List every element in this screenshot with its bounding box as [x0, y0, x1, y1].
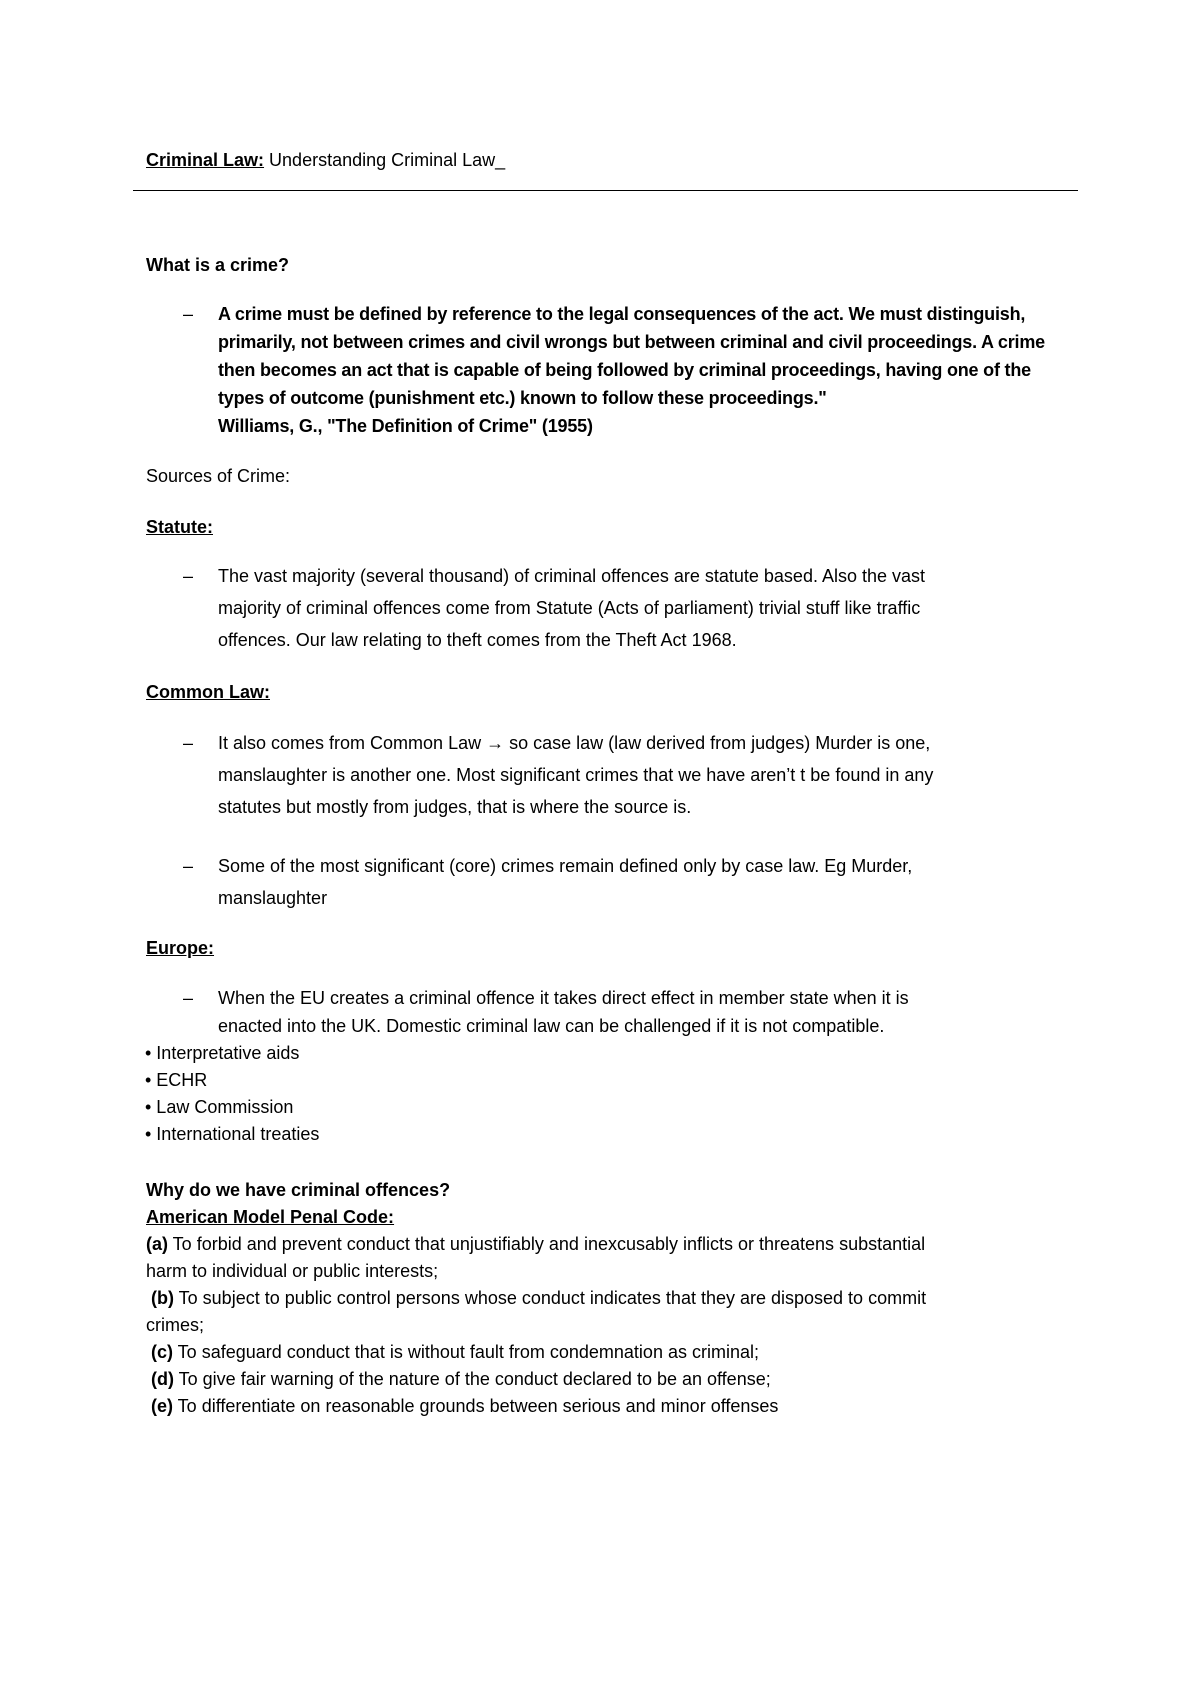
clause-text: To safeguard conduct that is without fault from condemnation as criminal; [173, 1342, 759, 1362]
header-title: Understanding Criminal Law [269, 150, 496, 170]
dash-bullet: – [183, 856, 194, 876]
clause-e [151, 1396, 778, 1417]
header-label: Criminal Law: [146, 150, 265, 170]
section-heading-what-is-crime: What is a crime? [146, 255, 290, 275]
clause-label: (b) [151, 1288, 174, 1308]
dash-bullet: – [183, 566, 194, 586]
dash-bullet: – [183, 304, 194, 324]
clause-b-continuation: crimes; [146, 1315, 204, 1335]
section-heading-sources: Sources of Crime: [146, 466, 291, 486]
list-item: • Interpretative aids [145, 1043, 300, 1063]
clause-c [151, 1342, 759, 1363]
quote-line: types of outcome (punishment etc.) known to follow these proceedings." [218, 388, 827, 408]
clause-label: (c) [151, 1342, 173, 1362]
clause-a-continuation: harm to individual or public interests; [146, 1261, 439, 1281]
subheading-model-penal-code: American Model Penal Code: [146, 1207, 395, 1227]
common-law-line: manslaughter is another one. Most significant crimes that we have aren’t t be found in any [218, 765, 934, 785]
common-law-line: It also comes from Common Law → so case law (law derived from judges) Murder is one, [218, 733, 931, 753]
common-law-line: Some of the most significant (core) crimes remain defined only by case law. Eg Murder, [218, 856, 913, 876]
clause-d [151, 1369, 771, 1390]
section-heading-common-law: Common Law: [146, 682, 270, 702]
list-item: • Law Commission [145, 1097, 294, 1117]
europe-line: When the EU creates a criminal offence it takes direct effect in member state when it is [218, 988, 909, 1008]
dash-bullet: – [183, 988, 194, 1008]
clause-a [146, 1234, 925, 1255]
clause-label: (e) [151, 1396, 173, 1416]
quote-line: A crime must be defined by reference to the legal consequences of the act. We must distinguish, [218, 304, 1026, 324]
statute-line: majority of criminal offences come from Statute (Acts of parliament) trivial stuff like traffic [218, 598, 921, 618]
section-heading-why: Why do we have criminal offences? [146, 1180, 451, 1200]
header-title-tail: _ [495, 150, 506, 170]
clause-b [151, 1288, 926, 1309]
clause-text: To forbid and prevent conduct that unjustifiably and inexcusably inflicts or threatens substantial [168, 1234, 926, 1254]
clause-text: To subject to public control persons whose conduct indicates that they are disposed to commit [173, 1288, 927, 1308]
common-law-line: statutes but mostly from judges, that is where the source is. [218, 797, 692, 817]
clause-text: To give fair warning of the nature of the conduct declared to be an offense; [173, 1369, 771, 1389]
dash-bullet: – [183, 733, 194, 753]
clause-text: To differentiate on reasonable grounds between serious and minor offenses [173, 1396, 779, 1416]
header-divider [133, 190, 1078, 191]
statute-line: The vast majority (several thousand) of criminal offences are statute based. Also the vast [218, 566, 926, 586]
section-heading-europe: Europe: [146, 938, 215, 958]
quote-line: primarily, not between crimes and civil wrongs but between criminal and civil proceedings. A crime [218, 332, 1045, 352]
quote-line: then becomes an act that is capable of being followed by criminal proceedings, having one of the [218, 360, 1031, 380]
quote-citation: Williams, G., "The Definition of Crime" (1955) [218, 416, 593, 436]
section-heading-statute: Statute: [146, 517, 213, 537]
common-law-line: manslaughter [218, 888, 328, 908]
list-item: • International treaties [145, 1124, 320, 1144]
list-item: • ECHR [145, 1070, 208, 1090]
clause-label: (a) [146, 1234, 168, 1254]
clause-label: (d) [151, 1369, 174, 1389]
statute-line: offences. Our law relating to theft comes from the Theft Act 1968. [218, 630, 737, 650]
europe-line: enacted into the UK. Domestic criminal law can be challenged if it is not compatible. [218, 1016, 885, 1036]
page-header [146, 150, 505, 171]
